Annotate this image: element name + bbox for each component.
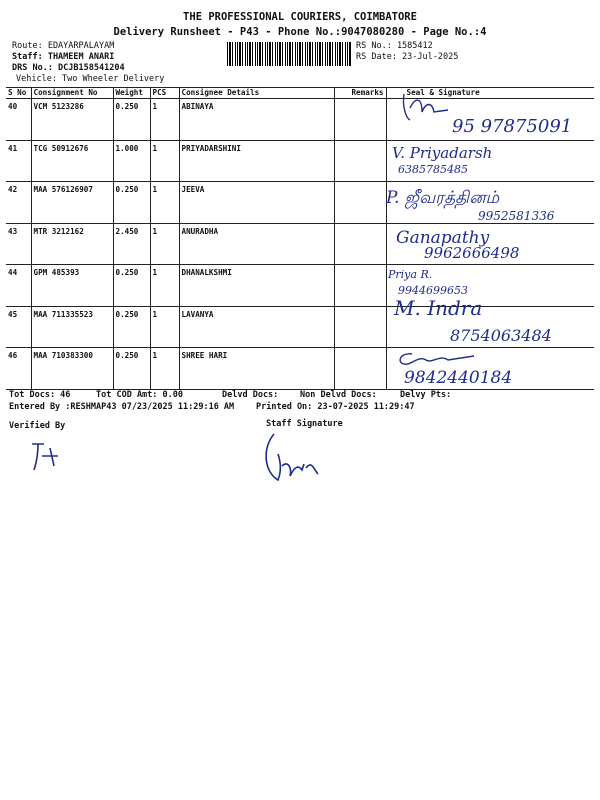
vehicle-label: Vehicle: Two Wheeler Delivery	[16, 74, 165, 84]
tot-cod-label: Tot COD Amt: 0.00	[96, 390, 183, 400]
cell-sno: 46	[6, 348, 31, 390]
handwritten-name: Priya R.	[388, 268, 433, 281]
table-header-row	[6, 88, 594, 99]
col-pcs: PCS	[150, 88, 179, 99]
cell-consignment: TCG 50912676	[31, 140, 113, 182]
handwritten-name: P. ஜீவரத்தினம்	[386, 188, 500, 208]
handwritten-phone: 6385785485	[398, 163, 468, 176]
delvy-pts-label: Delvy Pts:	[400, 390, 452, 400]
cell-weight: 0.250	[113, 306, 150, 348]
cell-sno: 44	[6, 265, 31, 307]
tot-docs-label: Tot Docs: 46	[9, 390, 71, 400]
entered-by-label: Entered By :RESHMAP43 07/23/2025 11:29:16 AM	[9, 402, 235, 412]
staff-label: Staff: THAMEEM ANARI	[12, 52, 115, 62]
route-label: Route: EDAYARPALAYAM	[12, 41, 115, 51]
verifier-signature-scribble	[24, 436, 84, 476]
cell-remarks	[334, 182, 386, 224]
cell-consignee: JEEVA	[179, 182, 334, 224]
drs-label: DRS No.: DCJB158541204	[12, 63, 125, 73]
cell-weight: 0.250	[113, 265, 150, 307]
cell-pcs: 1	[150, 140, 179, 182]
cell-consignee: DHANALKSHMI	[179, 265, 334, 307]
cell-consignee: PRIYADARSHINI	[179, 140, 334, 182]
rs-date-label: RS Date: 23-Jul-2025	[356, 52, 459, 62]
cell-pcs: 1	[150, 99, 179, 141]
cell-pcs: 1	[150, 223, 179, 265]
cell-consignment: GPM 485393	[31, 265, 113, 307]
handwritten-phone: 9944699653	[398, 284, 468, 297]
cell-sno: 40	[6, 99, 31, 141]
handwritten-name: V. Priyadarsh	[392, 144, 493, 162]
handwritten-name: Ganapathy	[396, 228, 490, 248]
cell-consignment: MAA 576126907	[31, 182, 113, 224]
table-row	[6, 265, 594, 307]
cell-consignee: ABINAYA	[179, 99, 334, 141]
cell-pcs: 1	[150, 182, 179, 224]
col-consignee: Consignee Details	[179, 88, 334, 99]
barcode-image	[227, 42, 352, 66]
cell-pcs: 1	[150, 348, 179, 390]
col-remarks: Remarks	[334, 88, 386, 99]
cell-remarks	[334, 306, 386, 348]
col-seal-signature: Seal & Signature	[406, 88, 480, 97]
staff-signature-scribble	[258, 430, 338, 494]
cell-weight: 1.000	[113, 140, 150, 182]
handwritten-phone: 95 97875091	[452, 116, 573, 137]
cell-sno: 41	[6, 140, 31, 182]
handwritten-phone: 9842440184	[404, 368, 513, 388]
handwritten-name: M. Indra	[394, 296, 483, 320]
cell-consignee: SHREE HARI	[179, 348, 334, 390]
non-delvd-docs-label: Non Delvd Docs:	[300, 390, 377, 400]
cell-weight: 0.250	[113, 182, 150, 224]
handwritten-phone: 9952581336	[478, 209, 555, 223]
verified-by-label: Verified By	[9, 421, 66, 431]
cell-sno: 43	[6, 223, 31, 265]
cell-consignee: LAVANYA	[179, 306, 334, 348]
cell-pcs: 1	[150, 306, 179, 348]
cell-remarks	[334, 265, 386, 307]
cell-consignment: MAA 710383300	[31, 348, 113, 390]
cell-weight: 0.250	[113, 99, 150, 141]
delvd-docs-label: Delvd Docs:	[222, 390, 279, 400]
company-title: THE PROFESSIONAL COURIERS, COIMBATORE	[183, 11, 417, 23]
cell-remarks	[334, 99, 386, 141]
cell-remarks	[334, 348, 386, 390]
cell-weight: 0.250	[113, 348, 150, 390]
runsheet-subtitle: Delivery Runsheet - P43 - Phone No.:9047080280 - Page No.:4	[113, 26, 487, 38]
cell-sno: 45	[6, 306, 31, 348]
cell-consignee: ANURADHA	[179, 223, 334, 265]
col-sno: S No	[6, 88, 31, 99]
cell-pcs: 1	[150, 265, 179, 307]
handwritten-phone: 9962666498	[424, 244, 520, 262]
cell-consignment: VCM 5123286	[31, 99, 113, 141]
cell-sno: 42	[6, 182, 31, 224]
printed-on-label: Printed On: 23-07-2025 11:29:47	[256, 402, 415, 412]
staff-signature-label: Staff Signature	[266, 419, 343, 429]
col-weight: Weight	[113, 88, 150, 99]
table-row	[6, 140, 594, 182]
handwritten-phone: 8754063484	[450, 326, 552, 345]
cell-remarks	[334, 223, 386, 265]
col-consignment: Consignment No	[31, 88, 113, 99]
cell-consignment: MAA 711335523	[31, 306, 113, 348]
cell-weight: 2.450	[113, 223, 150, 265]
cell-remarks	[334, 140, 386, 182]
rs-no-label: RS No.: 1585412	[356, 41, 433, 51]
cell-consignment: MTR 3212162	[31, 223, 113, 265]
